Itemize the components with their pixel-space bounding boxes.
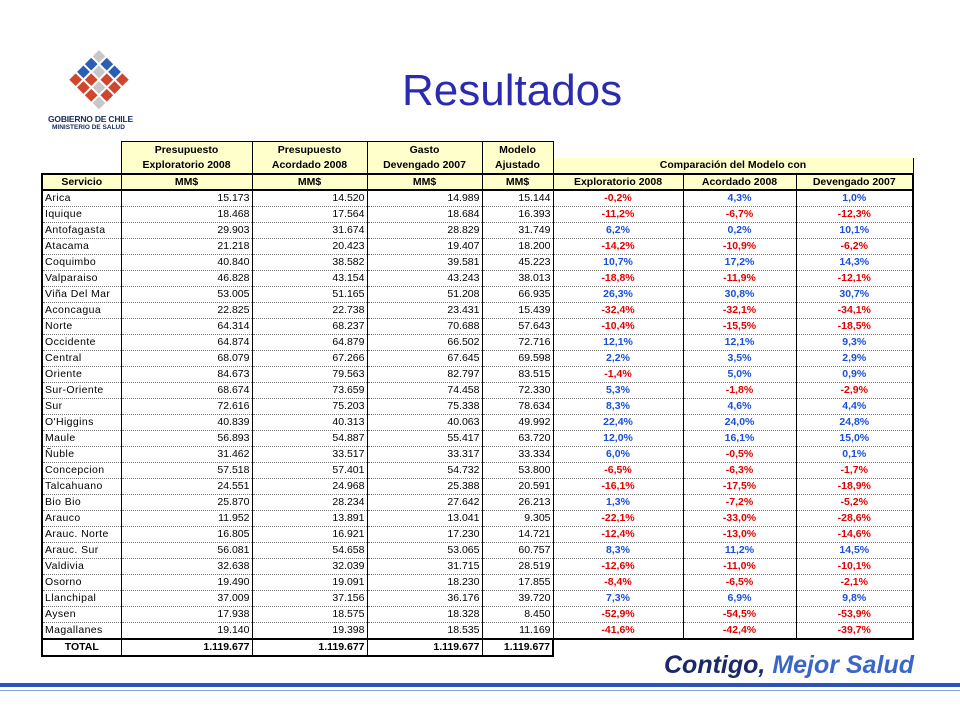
amount-cell: 18.200 bbox=[482, 239, 553, 255]
amount-cell: 25.870 bbox=[121, 495, 252, 511]
table-row bbox=[42, 559, 913, 575]
comparison-pct-cell: -7,2% bbox=[683, 495, 796, 511]
header-budget-agreed-2: Acordado 2008 bbox=[252, 158, 367, 174]
amount-cell: 67.266 bbox=[252, 351, 367, 367]
service-name: Arauco bbox=[42, 511, 121, 527]
comparison-pct-cell: 17,2% bbox=[683, 255, 796, 271]
comparison-pct-cell: 9,3% bbox=[796, 335, 913, 351]
amount-cell: 69.598 bbox=[482, 351, 553, 367]
amount-cell: 14.989 bbox=[367, 190, 482, 207]
comparison-pct-cell: 0,2% bbox=[683, 223, 796, 239]
amount-cell: 43.243 bbox=[367, 271, 482, 287]
amount-cell: 18.684 bbox=[367, 207, 482, 223]
table-row bbox=[42, 367, 913, 383]
amount-cell: 27.642 bbox=[367, 495, 482, 511]
comparison-pct-cell: -28,6% bbox=[796, 511, 913, 527]
total-value: 1.119.677 bbox=[121, 639, 252, 656]
amount-cell: 39.720 bbox=[482, 591, 553, 607]
comparison-pct-cell: 8,3% bbox=[553, 543, 683, 559]
comparison-pct-cell: 26,3% bbox=[553, 287, 683, 303]
comparison-pct-cell: 4,3% bbox=[683, 190, 796, 207]
comparison-pct-cell: 10,7% bbox=[553, 255, 683, 271]
column-header: Acordado 2008 bbox=[683, 174, 796, 190]
amount-cell: 66.935 bbox=[482, 287, 553, 303]
amount-cell: 18.328 bbox=[367, 607, 482, 623]
amount-cell: 24.551 bbox=[121, 479, 252, 495]
amount-cell: 64.314 bbox=[121, 319, 252, 335]
header-model-2: Ajustado bbox=[482, 158, 553, 174]
comparison-pct-cell: -2,1% bbox=[796, 575, 913, 591]
table-row bbox=[42, 287, 913, 303]
comparison-pct-cell: -12,4% bbox=[553, 527, 683, 543]
amount-cell: 51.165 bbox=[252, 287, 367, 303]
logo-line1: GOBIERNO DE CHILE bbox=[48, 114, 133, 124]
table-row bbox=[42, 511, 913, 527]
total-label: TOTAL bbox=[42, 639, 121, 656]
table-row bbox=[42, 399, 913, 415]
comparison-pct-cell: 15,0% bbox=[796, 431, 913, 447]
table-row bbox=[42, 447, 913, 463]
column-header: Exploratorio 2008 bbox=[553, 174, 683, 190]
comparison-pct-cell: -11,0% bbox=[683, 559, 796, 575]
table-row bbox=[42, 607, 913, 623]
comparison-pct-cell: 12,1% bbox=[553, 335, 683, 351]
logo-line2: MINISTERIO DE SALUD bbox=[52, 124, 125, 131]
service-name: Atacama bbox=[42, 239, 121, 255]
amount-cell: 40.839 bbox=[121, 415, 252, 431]
amount-cell: 22.825 bbox=[121, 303, 252, 319]
amount-cell: 22.738 bbox=[252, 303, 367, 319]
table-row bbox=[42, 255, 913, 271]
table-row bbox=[42, 575, 913, 591]
service-name: Central bbox=[42, 351, 121, 367]
service-name: Occidente bbox=[42, 335, 121, 351]
amount-cell: 36.176 bbox=[367, 591, 482, 607]
amount-cell: 21.218 bbox=[121, 239, 252, 255]
comparison-pct-cell: 2,2% bbox=[553, 351, 683, 367]
comparison-pct-cell: -17,5% bbox=[683, 479, 796, 495]
amount-cell: 72.616 bbox=[121, 399, 252, 415]
column-header: MM$ bbox=[252, 174, 367, 190]
amount-cell: 26.213 bbox=[482, 495, 553, 511]
comparison-pct-cell: -10,9% bbox=[683, 239, 796, 255]
amount-cell: 72.330 bbox=[482, 383, 553, 399]
amount-cell: 39.581 bbox=[367, 255, 482, 271]
slogan-part-2: Mejor Salud bbox=[772, 651, 914, 679]
column-header-row bbox=[42, 174, 913, 190]
amount-cell: 31.462 bbox=[121, 447, 252, 463]
comparison-pct-cell: -1,8% bbox=[683, 383, 796, 399]
amount-cell: 17.855 bbox=[482, 575, 553, 591]
comparison-pct-cell: 8,3% bbox=[553, 399, 683, 415]
amount-cell: 83.515 bbox=[482, 367, 553, 383]
comparison-pct-cell: -1,7% bbox=[796, 463, 913, 479]
amount-cell: 40.313 bbox=[252, 415, 367, 431]
comparison-pct-cell: 22,4% bbox=[553, 415, 683, 431]
header-comparison: Comparación del Modelo con bbox=[553, 158, 913, 174]
service-name: Norte bbox=[42, 319, 121, 335]
service-name: Sur bbox=[42, 399, 121, 415]
service-name: O'Higgins bbox=[42, 415, 121, 431]
amount-cell: 60.757 bbox=[482, 543, 553, 559]
amount-cell: 53.065 bbox=[367, 543, 482, 559]
service-name: Magallanes bbox=[42, 623, 121, 640]
header-expense-1: Gasto bbox=[367, 142, 482, 159]
table-row bbox=[42, 463, 913, 479]
comparison-pct-cell: 12,0% bbox=[553, 431, 683, 447]
amount-cell: 49.992 bbox=[482, 415, 553, 431]
comparison-pct-cell: -8,4% bbox=[553, 575, 683, 591]
comparison-pct-cell: -18,9% bbox=[796, 479, 913, 495]
table-row bbox=[42, 303, 913, 319]
amount-cell: 18.230 bbox=[367, 575, 482, 591]
amount-cell: 74.458 bbox=[367, 383, 482, 399]
amount-cell: 33.517 bbox=[252, 447, 367, 463]
footer-divider bbox=[0, 690, 960, 691]
comparison-pct-cell: -54,5% bbox=[683, 607, 796, 623]
amount-cell: 31.715 bbox=[367, 559, 482, 575]
amount-cell: 45.223 bbox=[482, 255, 553, 271]
amount-cell: 9.305 bbox=[482, 511, 553, 527]
amount-cell: 23.431 bbox=[367, 303, 482, 319]
footer-slogan bbox=[664, 651, 914, 680]
total-value: 1.119.677 bbox=[367, 639, 482, 656]
amount-cell: 57.643 bbox=[482, 319, 553, 335]
amount-cell: 64.874 bbox=[121, 335, 252, 351]
table-row bbox=[42, 543, 913, 559]
group-header-row-1 bbox=[42, 142, 913, 159]
service-name: Aconcagua bbox=[42, 303, 121, 319]
amount-cell: 20.591 bbox=[482, 479, 553, 495]
service-name: Valparaiso bbox=[42, 271, 121, 287]
header-expense-2: Devengado 2007 bbox=[367, 158, 482, 174]
service-name: Maule bbox=[42, 431, 121, 447]
service-name: Viña Del Mar bbox=[42, 287, 121, 303]
comparison-pct-cell: 5,3% bbox=[553, 383, 683, 399]
amount-cell: 70.688 bbox=[367, 319, 482, 335]
amount-cell: 13.891 bbox=[252, 511, 367, 527]
amount-cell: 17.230 bbox=[367, 527, 482, 543]
amount-cell: 8.450 bbox=[482, 607, 553, 623]
amount-cell: 84.673 bbox=[121, 367, 252, 383]
comparison-pct-cell: 14,5% bbox=[796, 543, 913, 559]
comparison-pct-cell: -53,9% bbox=[796, 607, 913, 623]
table-row bbox=[42, 239, 913, 255]
amount-cell: 78.634 bbox=[482, 399, 553, 415]
comparison-pct-cell: -6,3% bbox=[683, 463, 796, 479]
amount-cell: 25.388 bbox=[367, 479, 482, 495]
amount-cell: 19.398 bbox=[252, 623, 367, 640]
amount-cell: 28.829 bbox=[367, 223, 482, 239]
service-name: Bio Bio bbox=[42, 495, 121, 511]
amount-cell: 56.081 bbox=[121, 543, 252, 559]
table-row bbox=[42, 623, 913, 640]
amount-cell: 38.013 bbox=[482, 271, 553, 287]
amount-cell: 43.154 bbox=[252, 271, 367, 287]
amount-cell: 33.317 bbox=[367, 447, 482, 463]
comparison-pct-cell: -2,9% bbox=[796, 383, 913, 399]
amount-cell: 73.659 bbox=[252, 383, 367, 399]
comparison-pct-cell: -14,2% bbox=[553, 239, 683, 255]
footer-bar bbox=[0, 683, 960, 687]
amount-cell: 18.575 bbox=[252, 607, 367, 623]
comparison-pct-cell: 1,3% bbox=[553, 495, 683, 511]
comparison-pct-cell: 3,5% bbox=[683, 351, 796, 367]
comparison-pct-cell: -18,5% bbox=[796, 319, 913, 335]
comparison-pct-cell: 16,1% bbox=[683, 431, 796, 447]
comparison-pct-cell: -39,7% bbox=[796, 623, 913, 640]
amount-cell: 17.938 bbox=[121, 607, 252, 623]
amount-cell: 20.423 bbox=[252, 239, 367, 255]
amount-cell: 57.401 bbox=[252, 463, 367, 479]
amount-cell: 40.840 bbox=[121, 255, 252, 271]
comparison-pct-cell: 6,0% bbox=[553, 447, 683, 463]
service-name: Talcahuano bbox=[42, 479, 121, 495]
table-row bbox=[42, 207, 913, 223]
comparison-pct-cell: -16,1% bbox=[553, 479, 683, 495]
amount-cell: 33.334 bbox=[482, 447, 553, 463]
column-header: MM$ bbox=[482, 174, 553, 190]
column-header: Servicio bbox=[42, 174, 121, 190]
comparison-pct-cell: -13,0% bbox=[683, 527, 796, 543]
amount-cell: 28.519 bbox=[482, 559, 553, 575]
comparison-pct-cell: -12,6% bbox=[553, 559, 683, 575]
comparison-pct-cell: 6,9% bbox=[683, 591, 796, 607]
comparison-pct-cell: 14,3% bbox=[796, 255, 913, 271]
amount-cell: 54.658 bbox=[252, 543, 367, 559]
column-header: Devengado 2007 bbox=[796, 174, 913, 190]
amount-cell: 53.800 bbox=[482, 463, 553, 479]
amount-cell: 57.518 bbox=[121, 463, 252, 479]
service-name: Iquique bbox=[42, 207, 121, 223]
amount-cell: 82.797 bbox=[367, 367, 482, 383]
comparison-pct-cell: -22,1% bbox=[553, 511, 683, 527]
amount-cell: 14.721 bbox=[482, 527, 553, 543]
comparison-pct-cell: 12,1% bbox=[683, 335, 796, 351]
comparison-pct-cell: -5,2% bbox=[796, 495, 913, 511]
amount-cell: 15.439 bbox=[482, 303, 553, 319]
amount-cell: 31.674 bbox=[252, 223, 367, 239]
comparison-pct-cell: 2,9% bbox=[796, 351, 913, 367]
amount-cell: 19.091 bbox=[252, 575, 367, 591]
amount-cell: 75.338 bbox=[367, 399, 482, 415]
results-table bbox=[41, 141, 914, 657]
amount-cell: 37.156 bbox=[252, 591, 367, 607]
page-title: Resultados bbox=[402, 66, 623, 115]
comparison-pct-cell: 7,3% bbox=[553, 591, 683, 607]
comparison-pct-cell: 10,1% bbox=[796, 223, 913, 239]
amount-cell: 13.041 bbox=[367, 511, 482, 527]
amount-cell: 32.638 bbox=[121, 559, 252, 575]
comparison-pct-cell: 24,0% bbox=[683, 415, 796, 431]
comparison-pct-cell: -12,3% bbox=[796, 207, 913, 223]
amount-cell: 17.564 bbox=[252, 207, 367, 223]
amount-cell: 14.520 bbox=[252, 190, 367, 207]
header-budget-agreed-1: Presupuesto bbox=[252, 142, 367, 159]
table-row bbox=[42, 319, 913, 335]
amount-cell: 46.828 bbox=[121, 271, 252, 287]
amount-cell: 16.393 bbox=[482, 207, 553, 223]
comparison-pct-cell: -41,6% bbox=[553, 623, 683, 640]
table-row bbox=[42, 383, 913, 399]
amount-cell: 53.005 bbox=[121, 287, 252, 303]
group-header-row-2 bbox=[42, 158, 913, 174]
amount-cell: 19.490 bbox=[121, 575, 252, 591]
table-row bbox=[42, 431, 913, 447]
amount-cell: 56.893 bbox=[121, 431, 252, 447]
table-row bbox=[42, 335, 913, 351]
comparison-pct-cell: 11,2% bbox=[683, 543, 796, 559]
comparison-pct-cell: -6,5% bbox=[683, 575, 796, 591]
amount-cell: 16.921 bbox=[252, 527, 367, 543]
comparison-pct-cell: -6,7% bbox=[683, 207, 796, 223]
amount-cell: 16.805 bbox=[121, 527, 252, 543]
comparison-pct-cell: 9,8% bbox=[796, 591, 913, 607]
amount-cell: 55.417 bbox=[367, 431, 482, 447]
comparison-pct-cell: -18,8% bbox=[553, 271, 683, 287]
comparison-pct-cell: 0,9% bbox=[796, 367, 913, 383]
comparison-pct-cell: 4,6% bbox=[683, 399, 796, 415]
header-budget-exploratory-1: Presupuesto bbox=[121, 142, 252, 159]
amount-cell: 28.234 bbox=[252, 495, 367, 511]
amount-cell: 15.144 bbox=[482, 190, 553, 207]
service-name: Ñuble bbox=[42, 447, 121, 463]
comparison-pct-cell: -14,6% bbox=[796, 527, 913, 543]
service-name: Aysen bbox=[42, 607, 121, 623]
amount-cell: 68.674 bbox=[121, 383, 252, 399]
amount-cell: 79.563 bbox=[252, 367, 367, 383]
amount-cell: 11.169 bbox=[482, 623, 553, 640]
comparison-pct-cell: -33,0% bbox=[683, 511, 796, 527]
service-name: Arauc. Norte bbox=[42, 527, 121, 543]
service-name: Coquimbo bbox=[42, 255, 121, 271]
comparison-pct-cell: -1,4% bbox=[553, 367, 683, 383]
service-name: Arauc. Sur bbox=[42, 543, 121, 559]
comparison-pct-cell: 30,8% bbox=[683, 287, 796, 303]
service-name: Osorno bbox=[42, 575, 121, 591]
comparison-pct-cell: 5,0% bbox=[683, 367, 796, 383]
amount-cell: 63.720 bbox=[482, 431, 553, 447]
amount-cell: 32.039 bbox=[252, 559, 367, 575]
table-row bbox=[42, 495, 913, 511]
comparison-pct-cell: 30,7% bbox=[796, 287, 913, 303]
service-name: Arica bbox=[42, 190, 121, 207]
total-value: 1.119.677 bbox=[482, 639, 553, 656]
table-row bbox=[42, 351, 913, 367]
service-name: Oriente bbox=[42, 367, 121, 383]
table-row bbox=[42, 190, 913, 207]
amount-cell: 19.140 bbox=[121, 623, 252, 640]
column-header: MM$ bbox=[367, 174, 482, 190]
header-budget-exploratory-2: Exploratorio 2008 bbox=[121, 158, 252, 174]
comparison-pct-cell: -32,4% bbox=[553, 303, 683, 319]
comparison-pct-cell: 6,2% bbox=[553, 223, 683, 239]
table-row bbox=[42, 479, 913, 495]
amount-cell: 51.208 bbox=[367, 287, 482, 303]
service-name: Valdivia bbox=[42, 559, 121, 575]
comparison-pct-cell: -0,2% bbox=[553, 190, 683, 207]
comparison-pct-cell: -15,5% bbox=[683, 319, 796, 335]
comparison-pct-cell: -52,9% bbox=[553, 607, 683, 623]
amount-cell: 38.582 bbox=[252, 255, 367, 271]
amount-cell: 72.716 bbox=[482, 335, 553, 351]
amount-cell: 37.009 bbox=[121, 591, 252, 607]
amount-cell: 68.079 bbox=[121, 351, 252, 367]
slogan-part-1: Contigo, bbox=[664, 651, 766, 679]
amount-cell: 64.879 bbox=[252, 335, 367, 351]
amount-cell: 24.968 bbox=[252, 479, 367, 495]
comparison-pct-cell: -6,5% bbox=[553, 463, 683, 479]
header-model-1: Modelo bbox=[482, 142, 553, 159]
comparison-pct-cell: -10,4% bbox=[553, 319, 683, 335]
comparison-pct-cell: -10,1% bbox=[796, 559, 913, 575]
amount-cell: 19.407 bbox=[367, 239, 482, 255]
service-name: Antofagasta bbox=[42, 223, 121, 239]
comparison-pct-cell: 0,1% bbox=[796, 447, 913, 463]
comparison-pct-cell: -12,1% bbox=[796, 271, 913, 287]
table-row bbox=[42, 271, 913, 287]
comparison-pct-cell: -34,1% bbox=[796, 303, 913, 319]
comparison-pct-cell: 4,4% bbox=[796, 399, 913, 415]
table-row bbox=[42, 415, 913, 431]
amount-cell: 54.887 bbox=[252, 431, 367, 447]
amount-cell: 15.173 bbox=[121, 190, 252, 207]
total-value: 1.119.677 bbox=[252, 639, 367, 656]
amount-cell: 67.645 bbox=[367, 351, 482, 367]
amount-cell: 66.502 bbox=[367, 335, 482, 351]
comparison-pct-cell: -11,9% bbox=[683, 271, 796, 287]
service-name: Sur-Oriente bbox=[42, 383, 121, 399]
comparison-pct-cell: 1,0% bbox=[796, 190, 913, 207]
amount-cell: 68.237 bbox=[252, 319, 367, 335]
service-name: Llanchipal bbox=[42, 591, 121, 607]
service-name: Concepcion bbox=[42, 463, 121, 479]
comparison-pct-cell: 24,8% bbox=[796, 415, 913, 431]
amount-cell: 29.903 bbox=[121, 223, 252, 239]
comparison-pct-cell: -6,2% bbox=[796, 239, 913, 255]
comparison-pct-cell: -0,5% bbox=[683, 447, 796, 463]
amount-cell: 18.468 bbox=[121, 207, 252, 223]
table-row bbox=[42, 591, 913, 607]
comparison-pct-cell: -11,2% bbox=[553, 207, 683, 223]
comparison-pct-cell: -32,1% bbox=[683, 303, 796, 319]
amount-cell: 40.063 bbox=[367, 415, 482, 431]
comparison-pct-cell: -42,4% bbox=[683, 623, 796, 640]
amount-cell: 31.749 bbox=[482, 223, 553, 239]
amount-cell: 18.535 bbox=[367, 623, 482, 640]
table-row bbox=[42, 527, 913, 543]
amount-cell: 54.732 bbox=[367, 463, 482, 479]
amount-cell: 75.203 bbox=[252, 399, 367, 415]
column-header: MM$ bbox=[121, 174, 252, 190]
amount-cell: 11.952 bbox=[121, 511, 252, 527]
table-row bbox=[42, 223, 913, 239]
